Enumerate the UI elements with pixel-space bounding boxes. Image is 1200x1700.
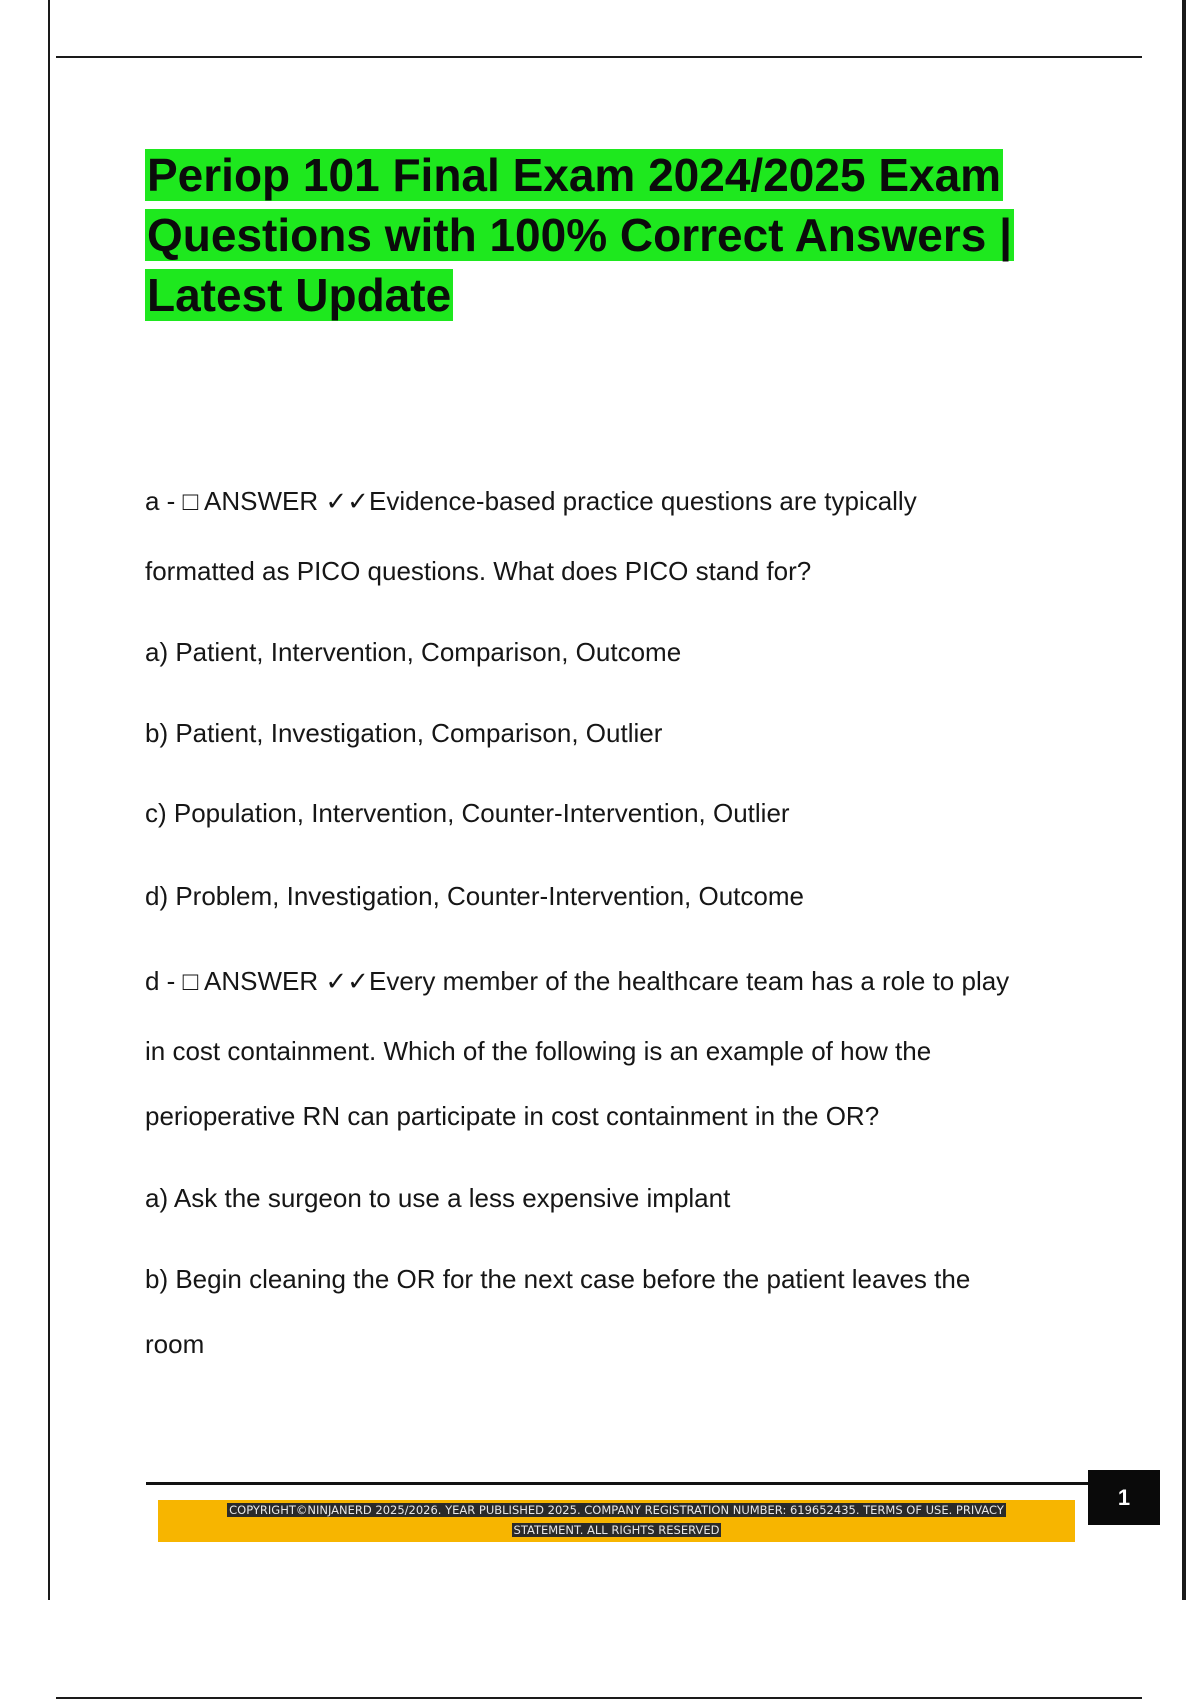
question-1-option-d: d) Problem, Investigation, Counter-Intervention, Outcome bbox=[145, 881, 804, 911]
question-1-option-c: c) Population, Intervention, Counter-Intervention, Outlier bbox=[145, 798, 790, 828]
copyright-line-1: COPYRIGHT©NINJANERD 2025/2026. YEAR PUBLISHED 2025. COMPANY REGISTRATION NUMBER: 619652435. TERMS OF USE. PRIVACY bbox=[229, 1503, 1004, 1517]
title-line-3: Latest Update bbox=[147, 269, 452, 321]
question-2-line-1: d - □ ANSWER ✓✓Every member of the healthcare team has a role to play bbox=[145, 966, 1010, 996]
header-rule bbox=[56, 56, 1142, 58]
page-border-left bbox=[48, 0, 50, 1600]
footer-rule bbox=[146, 1482, 1090, 1485]
question-2-option-b: b) Begin cleaning the OR for the next case before the patient leaves the bbox=[145, 1264, 971, 1294]
page-number: 1 bbox=[1088, 1470, 1160, 1525]
copyright-banner bbox=[158, 1500, 1075, 1542]
question-1-option-b: b) Patient, Investigation, Comparison, Outlier bbox=[145, 718, 663, 748]
question-1-line-2: formatted as PICO questions. What does PICO stand for? bbox=[145, 556, 812, 586]
question-2-line-3: perioperative RN can participate in cost containment in the OR? bbox=[145, 1101, 880, 1131]
copyright-line-2: STATEMENT. ALL RIGHTS RESERVED bbox=[513, 1523, 720, 1537]
question-1-line-1: a - □ ANSWER ✓✓Evidence-based practice questions are typically bbox=[145, 486, 917, 516]
next-page-rule bbox=[56, 1697, 1142, 1699]
question-2-option-b-cont: room bbox=[145, 1329, 205, 1359]
question-2-line-2: in cost containment. Which of the following is an example of how the bbox=[145, 1036, 932, 1066]
title-line-1: Periop 101 Final Exam 2024/2025 Exam bbox=[147, 149, 1002, 201]
page-border-right bbox=[1182, 0, 1186, 1600]
document-title bbox=[145, 145, 1095, 325]
title-line-2: Questions with 100% Correct Answers | bbox=[147, 209, 1012, 261]
question-1-option-a: a) Patient, Intervention, Comparison, Outcome bbox=[145, 637, 682, 667]
question-2-option-a: a) Ask the surgeon to use a less expensive implant bbox=[145, 1183, 731, 1213]
